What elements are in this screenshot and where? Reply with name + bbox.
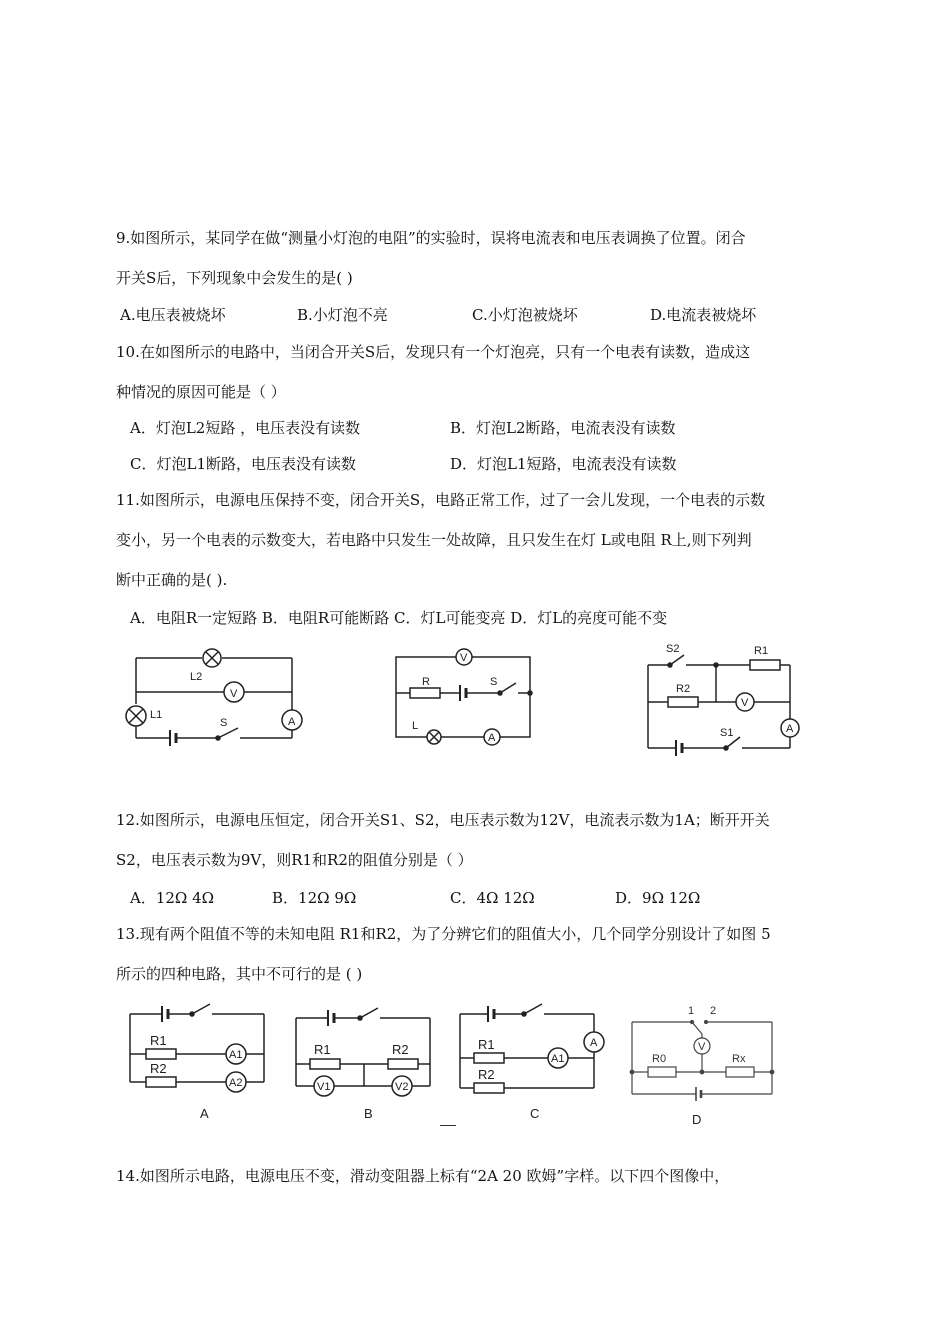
label-r2: R2 — [478, 1067, 495, 1082]
q9-option-b: B.小灯泡不亮 — [297, 306, 388, 324]
q11-line1: 11.如图所示，电源电压保持不变，闭合开关S，电路正常工作，过了一会儿发现，一个电表的示数 — [116, 491, 766, 509]
caption-d: D — [692, 1112, 702, 1127]
label-a: A — [590, 1037, 598, 1049]
label-s2: S2 — [666, 643, 680, 655]
label-a: A — [488, 732, 496, 744]
label-r1: R1 — [314, 1042, 331, 1057]
q11-line3: 断中正确的是( ). — [116, 571, 228, 589]
q12-option-d: D．9Ω 12Ω — [615, 889, 701, 907]
label-a: A — [786, 723, 794, 735]
q9-option-d: D.电流表被烧坏 — [650, 306, 757, 324]
q9-option-a: A.电压表被烧坏 — [120, 306, 226, 324]
label-a: A — [288, 716, 296, 728]
q10-option-c: C．灯泡L1断路，电压表没有读数 — [130, 455, 356, 473]
label-v: V — [741, 697, 749, 709]
circuit-diagram-q10 — [390, 645, 540, 745]
q9-line2: 开关S后，下列现象中会发生的是( ) — [116, 269, 353, 287]
label-s: S — [220, 717, 228, 729]
q10-line2: 种情况的原因可能是（ ） — [116, 383, 286, 401]
q12-option-b: B．12Ω 9Ω — [272, 889, 357, 907]
label-r1: R1 — [150, 1033, 167, 1048]
label-v1: V1 — [317, 1081, 331, 1093]
label-s1: S1 — [720, 727, 734, 739]
label-a2: A2 — [229, 1077, 243, 1089]
q13-line1: 13.现有两个阻值不等的未知电阻 R1和R2，为了分辨它们的阻值大小，几个同学分别设计了如图 5 — [116, 925, 771, 943]
label-r1: R1 — [754, 645, 769, 657]
circuit-diagram-d — [622, 1000, 782, 1128]
q13-line2: 所示的四种电路，其中不可行的是 ( ) — [116, 965, 363, 983]
label-l2: L2 — [190, 671, 203, 683]
label-s: S — [490, 676, 498, 688]
label-a1: A1 — [229, 1049, 243, 1061]
circuit-diagram-b — [288, 1000, 438, 1122]
label-v: V — [230, 688, 238, 700]
label-r1: R1 — [478, 1037, 495, 1052]
label-v: V — [460, 652, 468, 664]
q9-line1: 9.如图所示，某同学在做“测量小灯泡的电阻”的实验时，误将电流表和电压表调换了位置。闭合 — [116, 229, 746, 247]
label-a1: A1 — [551, 1053, 565, 1065]
label-l1: L1 — [150, 709, 163, 721]
q11-line2: 变小，另一个电表的示数变大，若电路中只发生一处故障，且只发生在灯 L或电阻 R上,则下列判 — [116, 531, 752, 549]
circuit-diagram-a — [122, 1000, 272, 1122]
label-r: R — [422, 676, 430, 688]
q10-line1: 10.在如图所示的电路中，当闭合开关S后，发现只有一个灯泡亮，只有一个电表有读数，造成这 — [116, 343, 751, 361]
dash-mark — [440, 1125, 456, 1126]
q11-options: A．电阻R一定短路 B．电阻R可能断路 C．灯L可能变亮 D．灯L的亮度可能不变 — [130, 609, 668, 627]
q12-line1: 12.如图所示，电源电压恒定，闭合开关S1、S2，电压表示数为12V，电流表示数为1A；断开开关 — [116, 811, 770, 829]
label-r0: R0 — [652, 1053, 667, 1065]
q10-option-a: A．灯泡L2短路 ，电压表没有读数 — [130, 419, 361, 437]
q12-option-a: A．12Ω 4Ω — [130, 889, 215, 907]
label-l: L — [412, 720, 419, 732]
q12-option-c: C．4Ω 12Ω — [450, 889, 535, 907]
q10-option-d: D．灯泡L1短路，电流表没有读数 — [450, 455, 677, 473]
circuit-diagram-q9 — [120, 640, 310, 750]
circuit-diagram-c — [452, 1000, 612, 1122]
q9-option-c: C.小灯泡被烧坏 — [472, 306, 578, 324]
caption-a: A — [200, 1106, 209, 1121]
label-2: 2 — [710, 1005, 717, 1017]
circuit-diagram-q11 — [640, 640, 810, 755]
caption-c: C — [530, 1106, 540, 1121]
q12-line2: S2，电压表示数为9V，则R1和R2的阻值分别是（ ） — [116, 851, 473, 869]
q14-line1: 14.如图所示电路，电源电压不变，滑动变阻器上标有“2A 20 欧姆”字样。以下四个图像中， — [116, 1167, 730, 1185]
label-v: V — [698, 1041, 706, 1053]
label-v2: V2 — [395, 1081, 409, 1093]
label-r2: R2 — [676, 683, 691, 695]
label-1: 1 — [688, 1005, 695, 1017]
label-rx: Rx — [732, 1053, 746, 1065]
label-r2: R2 — [150, 1061, 167, 1076]
label-r2: R2 — [392, 1042, 409, 1057]
q10-option-b: B．灯泡L2断路，电流表没有读数 — [450, 419, 676, 437]
caption-b: B — [364, 1106, 373, 1121]
